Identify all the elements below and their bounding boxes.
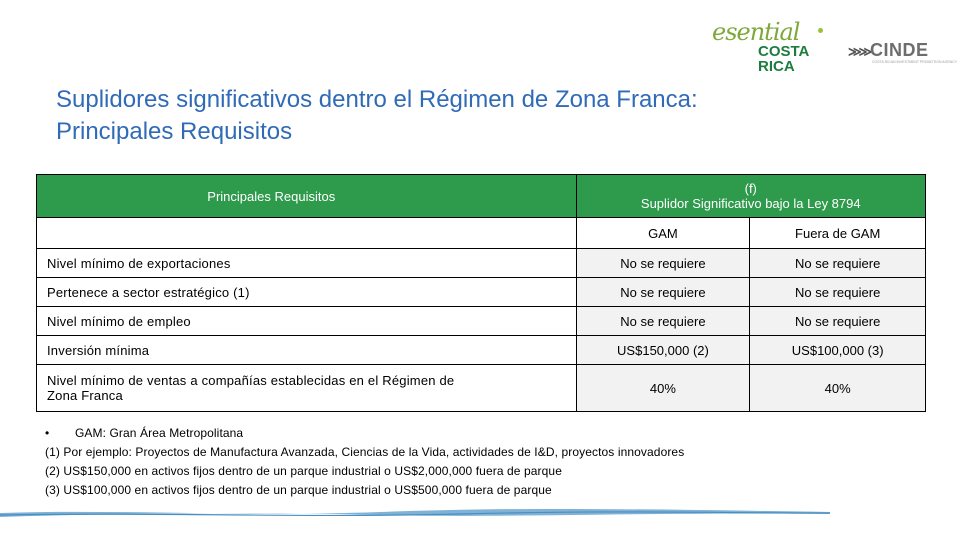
row-label: Nivel mínimo de exportaciones (37, 249, 577, 278)
footnote-gam-text: GAM: Gran Área Metropolitana (75, 426, 244, 440)
essential-logo-script: esential (712, 18, 800, 46)
decorative-wave (0, 505, 960, 525)
essential-logo-costa: COSTA (758, 43, 810, 60)
header-f-label: (f) (744, 181, 757, 196)
requirements-table (36, 174, 926, 412)
cinde-logo-tagline: COSTA RICAN INVESTMENT PROMOTION AGENCY (872, 60, 958, 64)
row-fuera-value: 40% (750, 365, 926, 412)
cinde-mark-icon: ≫≫ (848, 44, 870, 59)
row-label-line1: Nivel mínimo de ventas a compañías establecidas en el Régimen de (47, 373, 455, 388)
row-gam-value: US$150,000 (2) (576, 336, 750, 365)
row-label (37, 365, 577, 412)
row-fuera-value: US$100,000 (3) (750, 336, 926, 365)
row-gam-value: No se requiere (576, 249, 750, 278)
subheader-gam: GAM (576, 218, 750, 249)
table-header-row (37, 175, 926, 218)
header-supplier-law: Suplidor Significativo bajo la Ley 8794 (640, 196, 861, 211)
bullet-icon: • (45, 426, 50, 440)
table-row (37, 336, 926, 365)
row-label: Nivel mínimo de empleo (37, 307, 577, 336)
subheader-fuera-gam: Fuera de GAM (750, 218, 926, 249)
cinde-logo-word: CINDE (870, 40, 929, 60)
row-gam-value: No se requiere (576, 307, 750, 336)
essential-logo-rica: RICA (758, 58, 795, 75)
cinde-logo (848, 40, 958, 66)
table-subheader-row (37, 218, 926, 249)
row-fuera-value: No se requiere (750, 249, 926, 278)
footnote-1: (1) Por ejemplo: Proyectos de Manufactura Avanzada, Ciencias de la Vida, actividades de I&D, proyectos innovadores (45, 445, 685, 459)
row-fuera-value: No se requiere (750, 278, 926, 307)
subheader-empty (37, 218, 577, 249)
table-row (37, 365, 926, 412)
footnotes (45, 424, 805, 500)
header-significant-supplier (576, 175, 925, 218)
row-label: Pertenece a sector estratégico (1) (37, 278, 577, 307)
table-row (37, 278, 926, 307)
footnote-2: (2) US$150,000 en activos fijos dentro de un parque industrial o US$2,000,000 fuera de parque (45, 464, 562, 478)
row-fuera-value: No se requiere (750, 307, 926, 336)
row-gam-value: No se requiere (576, 278, 750, 307)
slide-title-line2: Principales Requisitos (56, 118, 293, 145)
row-label-line2: Zona Franca (47, 388, 123, 403)
table-row (37, 307, 926, 336)
footnote-3: (3) US$100,000 en activos fijos dentro de un parque industrial o US$500,000 fuera de parque (45, 483, 552, 497)
slide-title (56, 84, 856, 148)
essential-costa-rica-logo (712, 18, 827, 76)
header-requirements: Principales Requisitos (37, 175, 577, 218)
footnote-gam (45, 424, 805, 443)
row-label: Inversión mínima (37, 336, 577, 365)
logo-dot (818, 28, 823, 33)
slide-title-line1: Suplidores significativos dentro el Régimen de Zona Franca: (56, 86, 698, 113)
table-row (37, 249, 926, 278)
row-gam-value: 40% (576, 365, 750, 412)
